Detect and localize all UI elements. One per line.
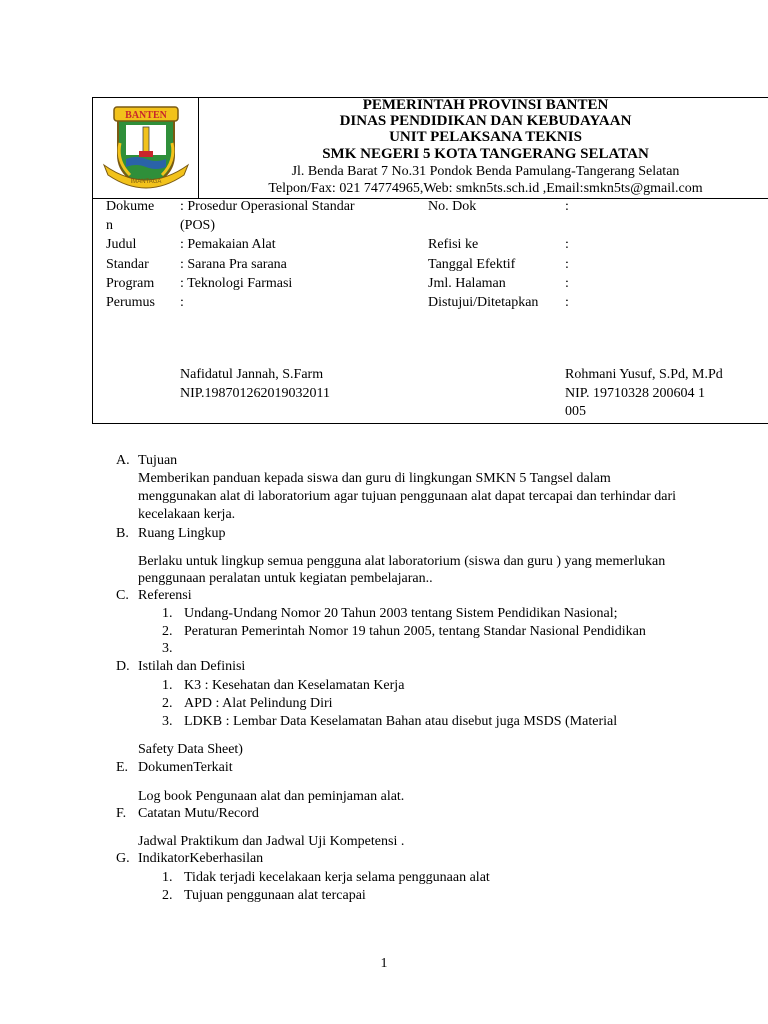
doc-value-halaman: : <box>565 276 569 291</box>
section-e-title: DokumenTerkait <box>138 760 233 775</box>
doc-label-tanggal: Tanggal Efektif <box>428 257 516 272</box>
doc-value-dokumen: : Prosedur Operasional Standar <box>180 199 355 214</box>
svg-text:IMANTAGA: IMANTAGA <box>130 179 162 185</box>
doc-label-perumus: Perumus <box>106 295 155 310</box>
section-d-letter: D. <box>116 659 130 674</box>
header-address: Jl. Benda Barat 7 No.31 Pondok Benda Pamulang-Tangerang Selatan <box>291 164 680 179</box>
section-g-title: IndikatorKeberhasilan <box>138 851 264 866</box>
doc-value-program: : Teknologi Farmasi <box>180 276 293 291</box>
doc-label-no-dok: No. Dok <box>428 199 477 214</box>
section-a-text-1: Memberikan panduan kepada siswa dan guru di lingkungan SMKN 5 Tangsel dalam <box>138 471 611 486</box>
doc-value-no-dok: : <box>565 199 569 214</box>
banten-logo <box>100 103 192 193</box>
section-a-text-3: kecelakaan kerja. <box>138 507 236 522</box>
section-g-letter: G. <box>116 851 130 866</box>
page-number: 1 <box>380 956 388 971</box>
header-line-1: PEMERINTAH PROVINSI BANTEN <box>362 97 609 113</box>
section-d-number-1: 1. <box>162 678 173 693</box>
section-b-text-1: Berlaku untuk lingkup semua pengguna alat laboratorium (siswa dan guru ) yang memerlukan <box>138 554 666 569</box>
section-f-letter: F. <box>116 806 127 821</box>
section-g-item-1: Tidak terjadi kecelakaan kerja selama penggunaan alat <box>184 870 490 885</box>
doc-label-judul: Judul <box>106 237 137 252</box>
doc-label-program: Program <box>106 276 155 291</box>
approver-nip-line2: 005 <box>565 404 586 419</box>
section-c-number-3: 3. <box>162 641 173 656</box>
doc-value-standar: : Sarana Pra sarana <box>180 257 287 272</box>
section-f-title: Catatan Mutu/Record <box>138 806 259 821</box>
section-d-item-2: APD : Alat Pelindung Diri <box>184 696 333 711</box>
section-c-number-1: 1. <box>162 606 173 621</box>
section-b-text-2: penggunaan peralatan untuk kegiatan pembelajaran.. <box>138 571 433 586</box>
section-e-text-1: Log book Pengunaan alat dan peminjaman alat. <box>138 789 405 804</box>
approver-name: Rohmani Yusuf, S.Pd, M.Pd <box>565 367 723 382</box>
section-d-title: Istilah dan Definisi <box>138 659 246 674</box>
header-line-4: SMK NEGERI 5 KOTA TANGERANG SELATAN <box>322 146 649 162</box>
perumus-nip: NIP.198701262019032011 <box>180 386 330 401</box>
section-c-item-2: Peraturan Pemerintah Nomor 19 tahun 2005, tentang Standar Nasional Pendidikan <box>184 624 646 639</box>
doc-label-disetujui: Distujui/Ditetapkan <box>428 295 539 310</box>
section-c-letter: C. <box>116 588 129 603</box>
section-a-title: Tujuan <box>138 453 178 468</box>
doc-label-dokumen: Dokume <box>106 199 155 214</box>
section-g-item-2: Tujuan penggunaan alat tercapai <box>184 888 366 903</box>
section-b-letter: B. <box>116 526 129 541</box>
section-f-text-1: Jadwal Praktikum dan Jadwal Uji Kompetensi . <box>138 834 405 849</box>
doc-label-halaman: Jml. Halaman <box>428 276 506 291</box>
section-g-number-2: 2. <box>162 888 173 903</box>
approver-nip-line1: NIP. 19710328 200604 1 <box>565 386 706 401</box>
section-c-number-2: 2. <box>162 624 173 639</box>
section-d-item-1: K3 : Kesehatan dan Keselamatan Kerja <box>184 678 405 693</box>
doc-value-dokumen-cont: (POS) <box>180 218 216 233</box>
doc-value-tanggal: : <box>565 257 569 272</box>
section-d-number-3: 3. <box>162 714 173 729</box>
header-line-2: DINAS PENDIDIKAN DAN KEBUDAYAAN <box>339 113 632 129</box>
section-c-item-1: Undang-Undang Nomor 20 Tahun 2003 tentang Sistem Pendidikan Nasional; <box>184 606 618 621</box>
doc-label-dokumen-cont: n <box>106 218 113 233</box>
doc-value-refisi: : <box>565 237 569 252</box>
header-contact: Telpon/Fax: 021 74774965,Web: smkn5ts.sch.id ,Email:smkn5ts@gmail.com <box>268 181 703 196</box>
section-g-number-1: 1. <box>162 870 173 885</box>
section-d-item-3: LDKB : Lembar Data Keselamatan Bahan atau disebut juga MSDS (Material <box>184 714 618 729</box>
doc-value-disetujui: : <box>565 295 569 310</box>
section-d-number-2: 2. <box>162 696 173 711</box>
section-a-letter: A. <box>116 453 130 468</box>
doc-value-judul: : Pemakaian Alat <box>180 237 276 252</box>
perumus-name: Nafidatul Jannah, S.Farm <box>180 367 324 382</box>
section-a-text-2: menggunakan alat di laboratorium agar tujuan penggunaan alat dapat tercapai dan terhindar dari <box>138 489 676 504</box>
section-d-continuation: Safety Data Sheet) <box>138 742 243 757</box>
section-e-letter: E. <box>116 760 129 775</box>
header-line-3: UNIT PELAKSANA TEKNIS <box>389 129 582 145</box>
doc-value-perumus: : <box>180 295 184 310</box>
section-c-title: Referensi <box>138 588 192 603</box>
section-b-title: Ruang Lingkup <box>138 526 226 541</box>
doc-label-refisi: Refisi ke <box>428 237 479 252</box>
svg-text:BANTEN: BANTEN <box>125 110 167 121</box>
doc-label-standar: Standar <box>106 257 149 272</box>
